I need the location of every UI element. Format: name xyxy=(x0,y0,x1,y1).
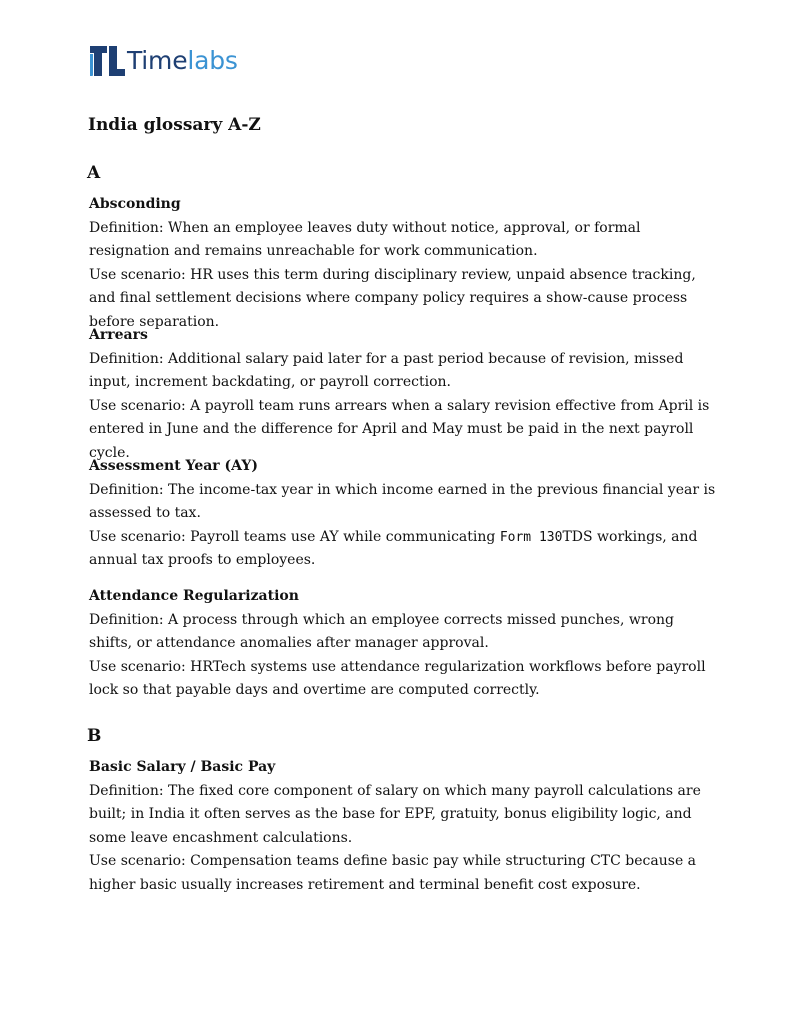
entry-definition: Definition: A process through which an employee corrects missed punches, wrong shifts, or attendance anomalies after manager approval. xyxy=(89,611,674,651)
entry-definition: Definition: The income-tax year in which income earned in the previous financial year is assessed to tax. xyxy=(89,481,716,521)
entry-term: Arrears xyxy=(89,327,148,343)
entry-scenario xyxy=(89,526,719,573)
section-letter-a: A xyxy=(87,163,101,183)
entry-scenario: Use scenario: HR uses this term during disciplinary review, unpaid absence tracking, and final settlement decisions where company policy requires a show-cause process before separation. xyxy=(89,266,696,330)
timelabs-logo xyxy=(88,44,238,78)
entry-definition: Definition: When an employee leaves duty without notice, approval, or formal resignation and remains unreachable for work communication. xyxy=(89,219,641,259)
glossary-entry-absconding xyxy=(89,193,719,334)
timelabs-logo-icon xyxy=(88,44,126,78)
entry-term: Assessment Year (AY) xyxy=(89,458,258,474)
glossary-entry-basic-salary xyxy=(89,756,719,897)
glossary-entry-assessment-year xyxy=(89,455,719,573)
entry-scenario: Use scenario: A payroll team runs arrears when a salary revision effective from April is entered in June and the difference for April and May must be paid in the next payroll cycle. xyxy=(89,397,710,461)
entry-term: Attendance Regularization xyxy=(89,588,299,604)
entry-definition: Definition: The fixed core component of salary on which many payroll calculations are built; in India it often serves as the base for EPF, gratuity, bonus eligibility logic, and some leave encashment calculations. xyxy=(89,782,701,846)
entry-term: Basic Salary / Basic Pay xyxy=(89,759,276,775)
logo-text-time: Time xyxy=(127,46,188,75)
entry-scenario: Use scenario: HRTech systems use attendance regularization workflows before payroll lock so that payable days and overtime are computed correctly. xyxy=(89,658,706,698)
glossary-entry-attendance-regularization xyxy=(89,585,719,703)
entry-definition: Definition: Additional salary paid later for a past period because of revision, missed input, increment backdating, or payroll correction. xyxy=(89,350,684,390)
entry-scenario-text-start: Use scenario: Payroll teams use AY while communicating xyxy=(89,528,500,545)
entry-scenario-text-end: TDS workings, and annual tax proofs to employees. xyxy=(89,528,698,568)
entry-scenario: Use scenario: Compensation teams define basic pay while structuring CTC because a higher basic usually increases retirement and terminal benefit cost exposure. xyxy=(89,853,697,893)
entry-term: Absconding xyxy=(89,196,181,212)
logo-wordmark xyxy=(127,44,238,78)
logo-text-labs: labs xyxy=(187,46,238,75)
section-letter-b: B xyxy=(87,726,102,746)
form-code-text: Form 130 xyxy=(499,529,563,545)
glossary-entry-arrears xyxy=(89,324,719,465)
page-title: India glossary A-Z xyxy=(88,115,261,135)
